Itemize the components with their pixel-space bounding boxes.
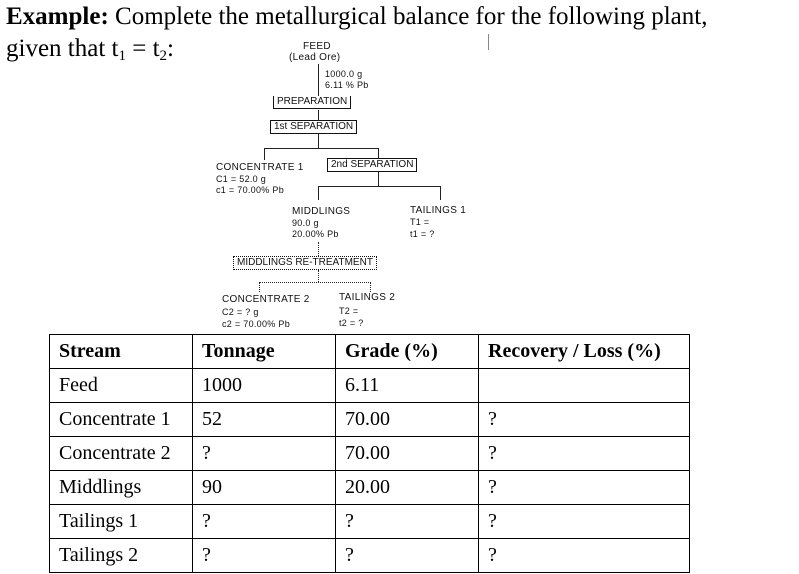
heading-text-2c: : xyxy=(167,35,174,62)
cell-recovery xyxy=(479,369,690,403)
feed-sub-label: (Lead Ore) xyxy=(289,52,341,63)
table-row xyxy=(50,437,690,471)
concentrate-2-grade: c2 = 70.00% Pb xyxy=(222,319,290,329)
to-middlings-line xyxy=(318,186,319,200)
to-conc2-line xyxy=(259,282,260,292)
table-row xyxy=(50,403,690,437)
middlings-grade: 20.00% Pb xyxy=(292,229,339,239)
tailings-2-label: TAILINGS 2 xyxy=(339,292,396,303)
cell-stream: Middlings xyxy=(50,471,193,505)
table-row xyxy=(50,539,690,573)
to-sep2-line xyxy=(378,148,379,158)
feed-grade: 6.11 % Pb xyxy=(325,80,369,90)
preparation-box: PREPARATION xyxy=(273,96,351,109)
to-tailings-2-line xyxy=(370,282,371,292)
sep2-down-line xyxy=(378,172,379,186)
middlings-mass: 90.0 g xyxy=(292,218,319,228)
table-row xyxy=(50,505,690,539)
concentrate-1-mass: C1 = 52.0 g xyxy=(216,174,267,184)
table-row xyxy=(50,471,690,505)
heading-text-1: Complete the metallurgical balance for the following plant, xyxy=(108,3,708,30)
cell-stream: Tailings 2 xyxy=(50,539,193,573)
tailings-1-grade: t1 = ? xyxy=(410,229,435,239)
header-recovery: Recovery / Loss (%) xyxy=(479,335,690,369)
tailings-1-mass: T1 = xyxy=(410,217,430,227)
cell-recovery: ? xyxy=(479,505,690,539)
tailings-2-mass: T2 = xyxy=(339,306,359,316)
table-header-row xyxy=(50,335,690,369)
retreat-split-line xyxy=(259,282,371,283)
retreatment-box: MIDDLINGS RE-TREATMENT xyxy=(233,256,377,270)
separation-1-box: 1st SEPARATION xyxy=(270,120,357,134)
cell-grade: 6.11 xyxy=(336,369,479,403)
concentrate-1-label: CONCENTRATE 1 xyxy=(216,162,304,173)
cell-tonnage: ? xyxy=(193,437,336,471)
concentrate-2-mass: C2 = ? g xyxy=(222,307,259,317)
cell-tonnage: ? xyxy=(193,539,336,573)
cell-grade: ? xyxy=(336,505,479,539)
cell-tonnage: 90 xyxy=(193,471,336,505)
prep-to-sep1-line xyxy=(318,110,319,120)
to-tailings-1-line xyxy=(440,186,441,200)
sep1-split-line xyxy=(264,148,379,149)
balance-table xyxy=(49,334,690,573)
separation-2-box: 2nd SEPARATION xyxy=(327,158,417,172)
cell-stream: Concentrate 2 xyxy=(50,437,193,471)
heading-text-2b: = t xyxy=(125,35,160,62)
concentrate-2-label: CONCENTRATE 2 xyxy=(222,294,310,305)
cell-stream: Concentrate 1 xyxy=(50,403,193,437)
feed-line xyxy=(318,64,319,96)
cell-tonnage: ? xyxy=(193,505,336,539)
example-label: Example: xyxy=(6,3,109,30)
cell-recovery: ? xyxy=(479,437,690,471)
middlings-label: MIDDLINGS xyxy=(292,206,351,217)
tailings-2-grade: t2 = ? xyxy=(339,318,364,328)
cell-tonnage: 1000 xyxy=(193,369,336,403)
header-tonnage: Tonnage xyxy=(193,335,336,369)
feed-label: FEED xyxy=(303,41,331,52)
cell-stream: Feed xyxy=(50,369,193,403)
cell-recovery: ? xyxy=(479,471,690,505)
concentrate-1-grade: c1 = 70.00% Pb xyxy=(216,185,284,195)
cell-stream: Tailings 1 xyxy=(50,505,193,539)
to-conc1-line xyxy=(264,148,265,160)
header-grade: Grade (%) xyxy=(336,335,479,369)
table-row xyxy=(50,369,690,403)
cell-grade: 70.00 xyxy=(336,437,479,471)
feed-mass: 1000.0 g xyxy=(325,69,363,79)
sep2-split-line xyxy=(318,186,441,187)
subscript-2: 2 xyxy=(159,48,168,64)
cell-recovery: ? xyxy=(479,403,690,437)
subscript-1: 1 xyxy=(118,48,126,64)
middlings-to-retreat-line xyxy=(318,242,319,256)
cell-recovery: ? xyxy=(479,539,690,573)
cell-grade: 20.00 xyxy=(336,471,479,505)
heading-text-2a: given that t xyxy=(6,35,119,62)
tailings-1-label: TAILINGS 1 xyxy=(410,205,467,216)
header-stream: Stream xyxy=(50,335,193,369)
cell-tonnage: 52 xyxy=(193,403,336,437)
cell-grade: ? xyxy=(336,539,479,573)
retreat-down-line xyxy=(318,270,319,282)
sep1-down-line xyxy=(318,134,319,148)
cell-grade: 70.00 xyxy=(336,403,479,437)
